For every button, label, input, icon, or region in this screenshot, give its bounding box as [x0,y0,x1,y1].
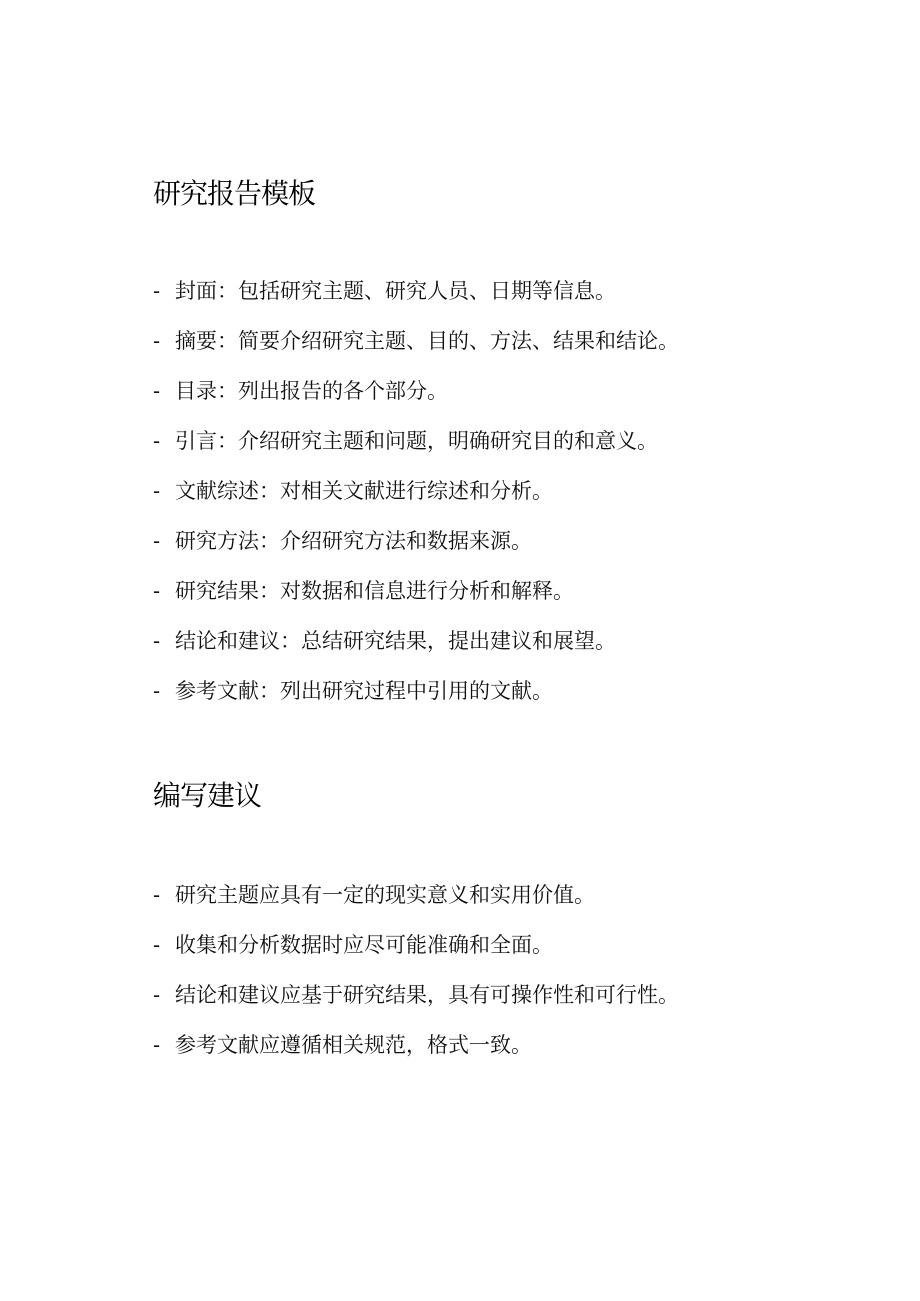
list-item [153,274,679,324]
list-item-text: 摘要：简要介绍研究主题、目的、方法、结果和结论。 [175,329,679,353]
list-bullet: - [153,379,161,403]
list-bullet: - [153,933,161,957]
list-bullet: - [153,479,161,503]
list-item-text: 封面：包括研究主题、研究人员、日期等信息。 [175,279,616,303]
list-item-text: 文献综述：对相关文献进行综述和分析。 [175,479,553,503]
list-item-text: 研究方法：介绍研究方法和数据来源。 [175,529,532,553]
list-bullet: - [153,629,161,653]
list-item [153,574,679,624]
list-item [153,324,679,374]
list-item-text: 参考文献：列出研究过程中引用的文献。 [175,679,553,703]
list-item-text: 参考文献应遵循相关规范，格式一致。 [175,1033,532,1057]
section-title-template: 研究报告模板 [153,177,316,210]
list-item-text: 研究结果：对数据和信息进行分析和解释。 [175,579,574,603]
template-items-list [153,274,679,724]
list-item [153,474,679,524]
list-bullet: - [153,883,161,907]
list-item-text: 结论和建议应基于研究结果，具有可操作性和可行性。 [175,983,679,1007]
list-item [153,978,679,1028]
list-item [153,624,679,674]
list-item [153,1028,679,1078]
list-item-text: 研究主题应具有一定的现实意义和实用价值。 [175,883,595,907]
list-item-text: 引言：介绍研究主题和问题，明确研究目的和意义。 [175,429,658,453]
list-item [153,374,679,424]
list-bullet: - [153,429,161,453]
list-item [153,524,679,574]
list-item [153,424,679,474]
list-bullet: - [153,529,161,553]
list-item-text: 收集和分析数据时应尽可能准确和全面。 [175,933,553,957]
list-item [153,674,679,724]
list-item-text: 目录：列出报告的各个部分。 [175,379,448,403]
list-bullet: - [153,579,161,603]
list-bullet: - [153,679,161,703]
list-bullet: - [153,279,161,303]
list-item [153,928,679,978]
list-item [153,878,679,928]
list-bullet: - [153,983,161,1007]
list-item-text: 结论和建议：总结研究结果，提出建议和展望。 [175,629,616,653]
list-bullet: - [153,329,161,353]
section-title-suggestions: 编写建议 [153,779,262,812]
suggestion-items-list [153,878,679,1078]
list-bullet: - [153,1033,161,1057]
